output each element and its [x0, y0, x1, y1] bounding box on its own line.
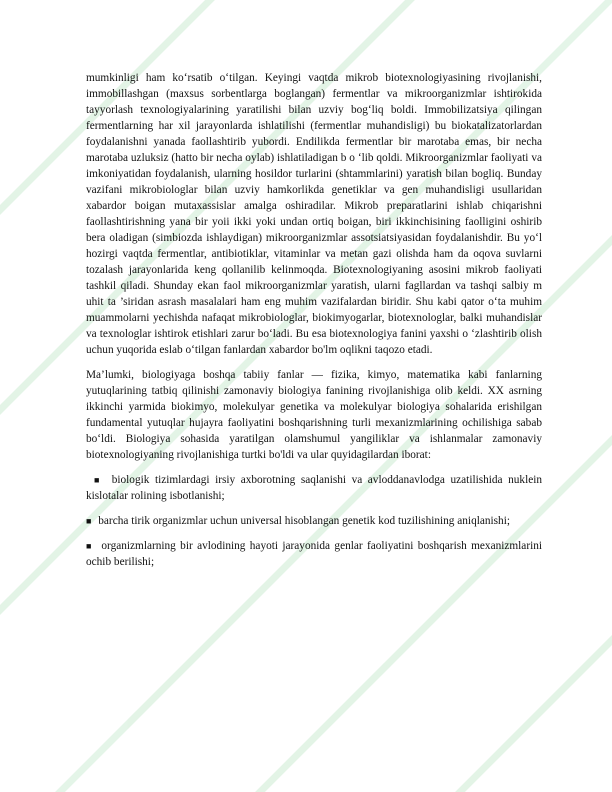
- paragraph-intro: mumkinligi ham ko‘rsatib o‘tilgan. Keyingi vaqtda mikrob biotexnologiyasining rivojlanishi, immobillashgan (maxsus sorbentlarga boglangan) fermentlar va mikroorganizmlar ishtirokida tayyorlash texnologiyalarining yaratilishi bilan uzviy bog‘liq boldi. Immobilizatsiya qilingan fermentlarning har xil jarayonlarda ishlatilishi (fermentlar muhandisligi) bu biokatalizatorlardan foydalanishni yanada faollashtirib yubordi. Endilikda fermentlar bir marotaba emas, bir necha marotaba uzluksiz (hatto bir necha oylab) ishlatiladigan b o ‘lib qoldi. Mikroorganizmlar faoliyati va imkoniyatidan foydalanish, ularning hosildor turlarini (shtammlarini) yaratish bilan bogliq. Bunday vazifani mikrobiologlar bilan uzviy hamkorlikda genetiklar va gen muhandisligi usullaridan xabardor boigan mutaxassislar amalga oshiradilar. Mikrob preparatlarini ishlab chiqarishni faollashtirishning yana bir yoii ikki yoki undan ortiq boigan, biri ikkinchisining faolligini oshirib bera oladigan (simbiozda ishlaydigan) mikroorganizmlar assotsiatsiyasidan foydalanishdir. Bu yo‘l hozirgi vaqtda fermentlar, antibiotiklar, vitaminlar va metan gazi olishda ham da oqova suvlarni tozalash jarayonlarida keng qollanilib kelinmoqda. Biotexnologiyaning asosini mikrob faoliyati tashkil qiladi. Shunday ekan faol mikroorganizmlar yaratish, ularni fagllardan va tashqi salbiy m uhit ta ’siridan asrash masalalari ham eng muhim vazifalardan biridir. Shu kabi qator o‘ta muhim muammolarni yechishda nafaqat mikrobiologlar, biokimyogarlar, biotexnologlar, balki muhandislar va texnologlar ishtirok etishlari zarur bo‘ladi. Bu esa biotexnologiya fanini yaxshi o ‘zlashtirib olish uchun yuqorida eslab o‘tilgan fanlardan xabardor bo'lm oqlikni taqozo etadi.: [86, 72, 542, 356]
- list-item: [86, 538, 542, 570]
- list-item-text: barcha tirik organizmlar uchun universal hisoblangan genetik kod tuzilishining aniqlanishi;: [98, 515, 510, 527]
- list-item-text: biologik tizimlardagi irsiy axborotning saqlanishi va avloddanavlodga uzatilishida nuklein kislotalar rolining isbotlanishi;: [86, 474, 543, 502]
- list-item: [86, 513, 542, 529]
- square-bullet-icon: ■: [86, 541, 93, 551]
- paragraph-biology: Ma’lumki, biologiyaga boshqa tabiiy fanlar — fizika, kimyo, matematika kabi fanlarning yutuqlarining tatbiq qilinishi zamonaviy biologiya fanining rivojlanishiga olib keldi. XX asrning ikkinchi yarmida biokimyo, molekulyar genetika va molekulyar biologiya sohalarida erishilgan fundamental yutuqlar hujayra faoliyatini boshqarishning turli mexanizmlarining ochilishiga sabab bo‘ldi. Biologiya sohasida yaratilgan olamshumul yangiliklar va ishlanmalar zamonaviy biotexnologiyaning rivojlanishiga turtki bo'ldi va ular quyidagilardan iborat:: [86, 369, 542, 461]
- list-item: [86, 472, 542, 504]
- square-bullet-icon: ■: [94, 475, 103, 485]
- square-bullet-icon: ■: [86, 516, 92, 526]
- list-item-text: organizmlarning bir avlodining hayoti jarayonida genlar faoliyatini boshqarish mexanizmlarini ochib berilishi;: [86, 540, 543, 568]
- document-page: [86, 70, 542, 579]
